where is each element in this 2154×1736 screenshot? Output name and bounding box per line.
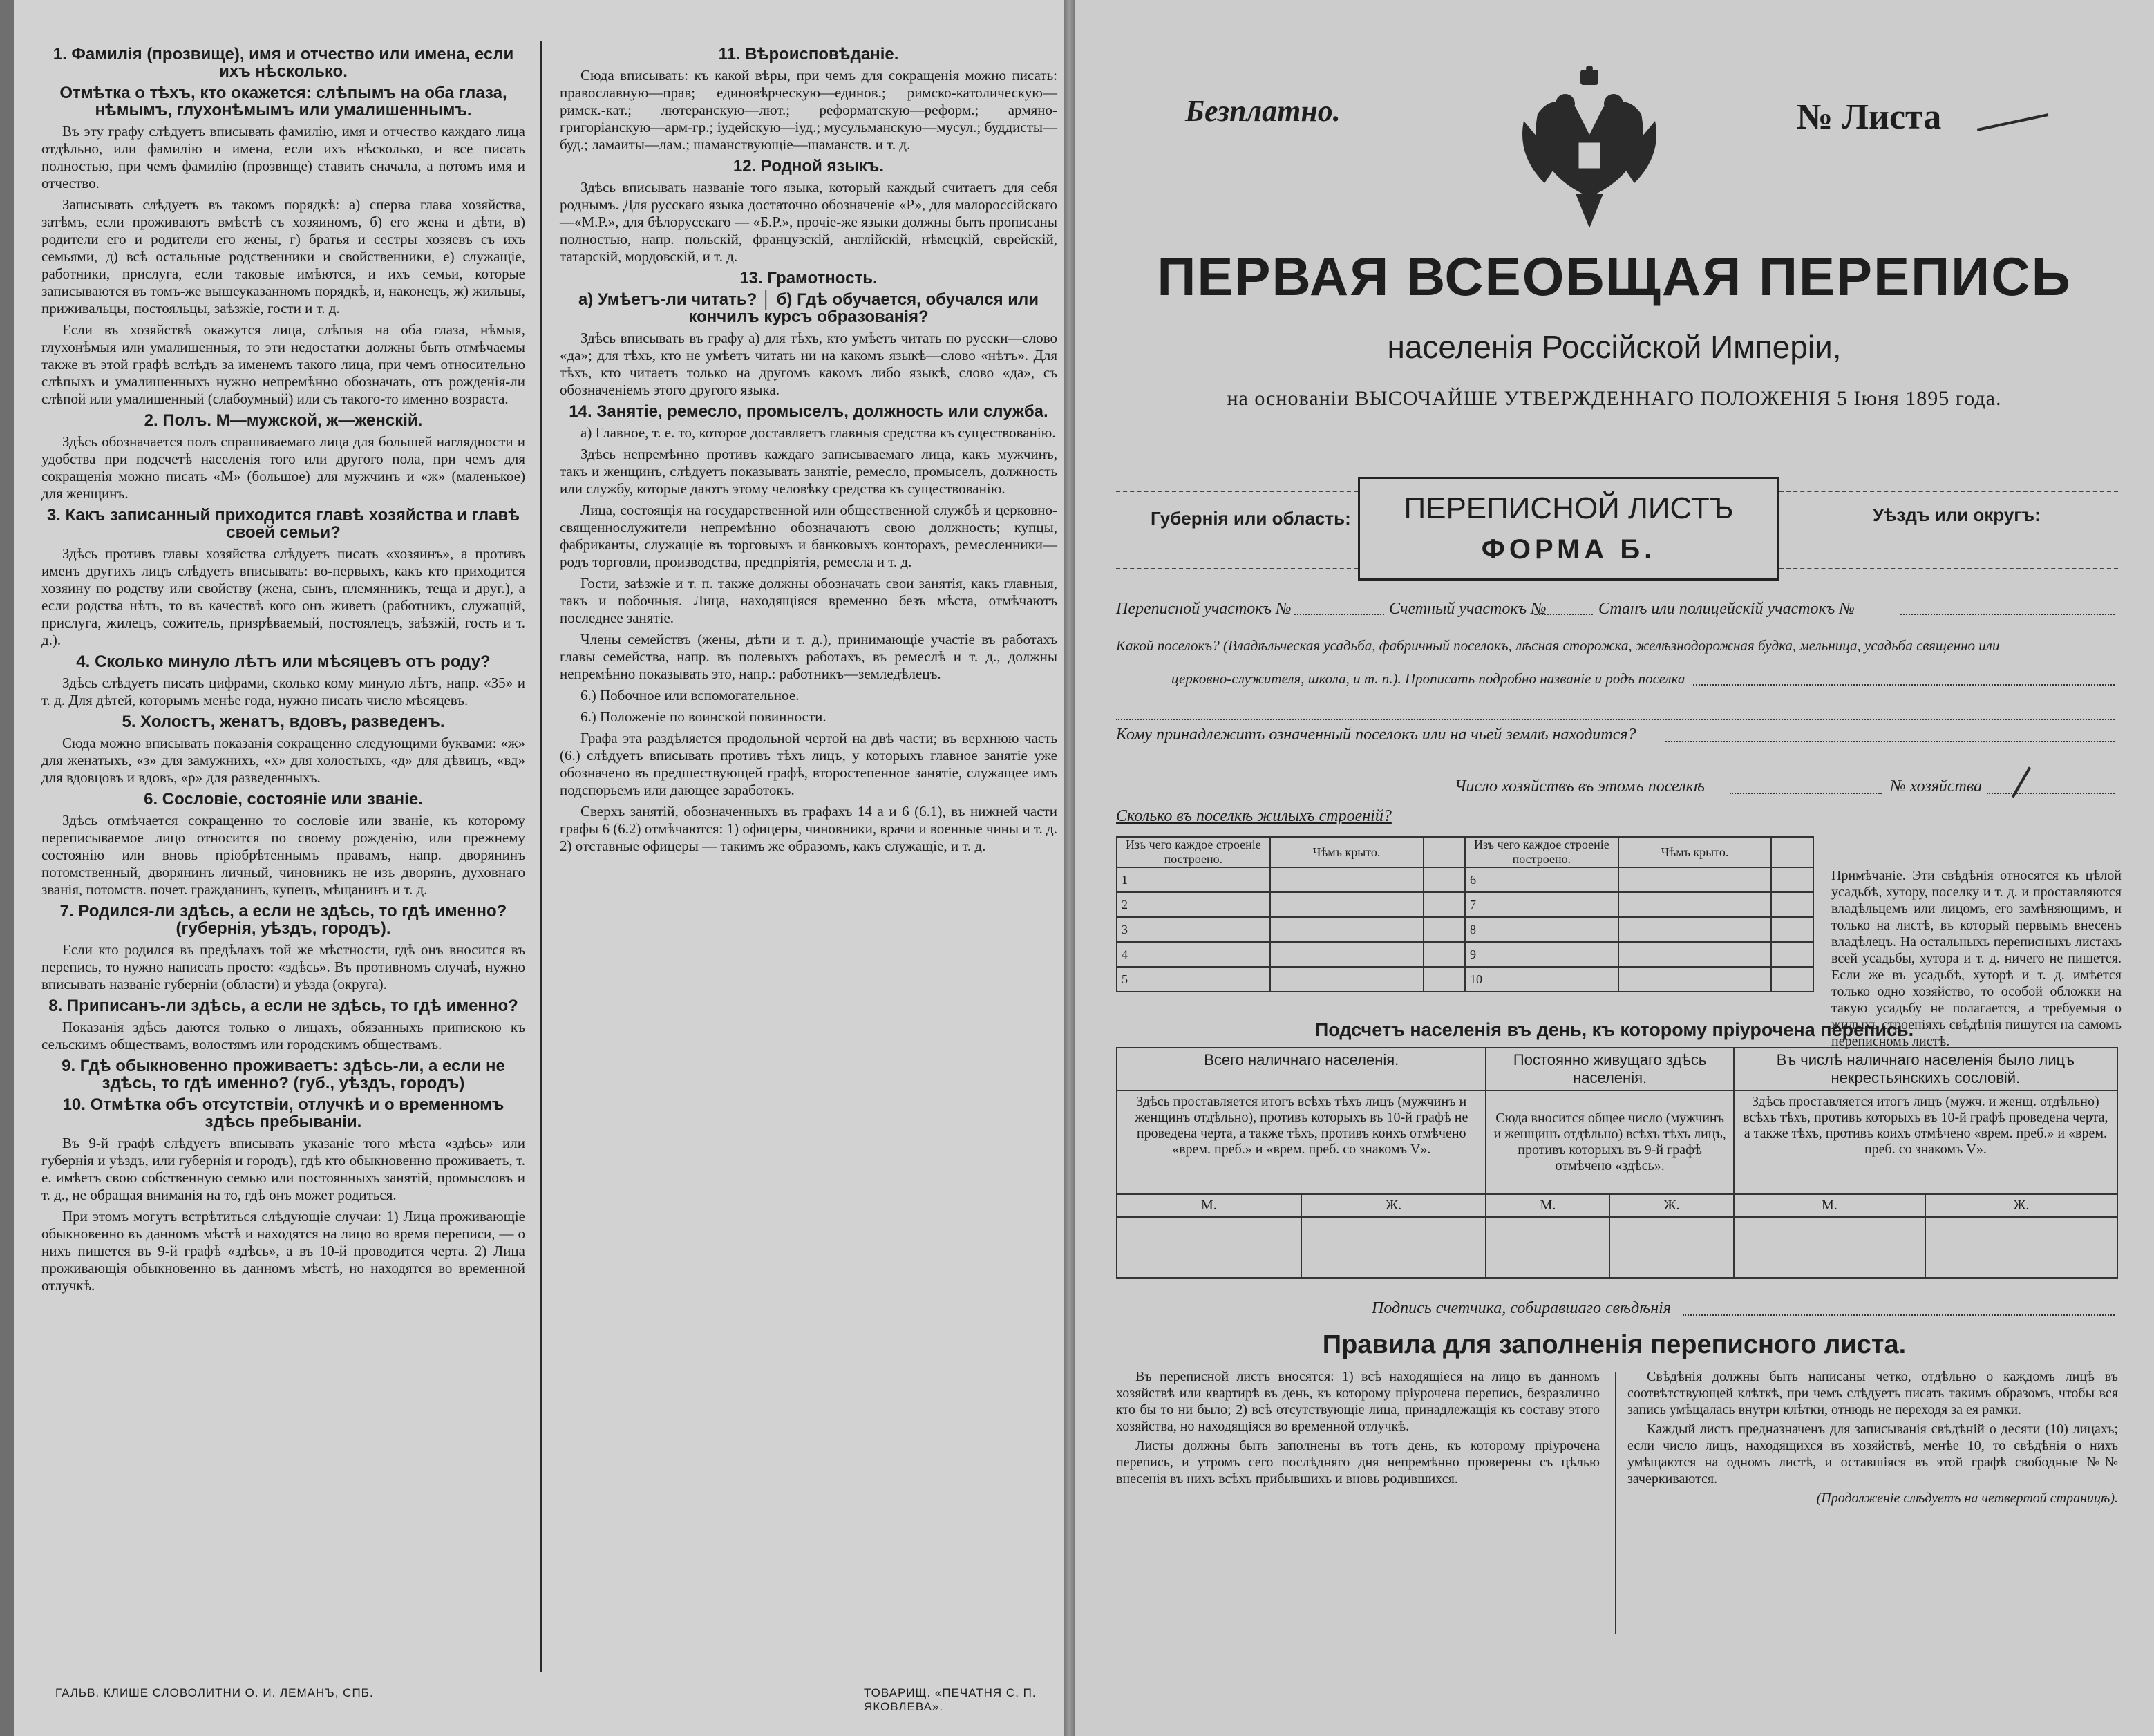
- paragraph: Здѣсь вписывать названіе того языка, который каждый считаетъ для себя роднымъ. Для русскаго языка достаточно обозначеніе «Р», для малороссійскаго—«М.Р.», для бѣлорусскаго — «Б.Р.», прочіе-же языки должны быть прописаны полностью, напр. польскій, французскій, англійскій, нѣмецкій, еврейскій, татарскій, мордовскій, и т. д.: [560, 179, 1057, 265]
- section-heading: а) Умѣетъ-ли читать? │ б) Гдѣ обучается, обучался или кончилъ курсъ образованія?: [578, 290, 1039, 326]
- paragraph: Здѣсь обозначается полъ спрашиваемаго лица для большей наглядности и удобства при подсчетѣ населенія того или другого пола, при чемъ для сокращенія можно писать «М» (большое) для мужчинъ и «ж» (маленькое) для женщинъ.: [41, 433, 525, 502]
- right-page: [1075, 0, 2154, 1736]
- free-label: Безплатно.: [1185, 94, 1341, 128]
- paragraph: 6.) Положеніе по воинской повинности.: [580, 708, 826, 725]
- paragraph: Здѣсь непремѣнно противъ каждаго записываемаго лица, какъ мужчинъ, такъ и женщинъ, слѣдуетъ показывать занятіе, ремесло, промыселъ, должность или службу, которые даютъ этому человѣку средства къ существованію.: [560, 446, 1057, 497]
- section-heading: 4. Сколько минуло лѣтъ или мѣсяцевъ отъ роду?: [76, 652, 491, 671]
- buildings-field: Сколько въ поселкѣ жилыхъ строеній?: [1116, 807, 1392, 825]
- section-heading: 14. Занятіе, ремесло, промыселъ, должность или служба.: [569, 402, 1048, 421]
- section-heading: Отмѣтка о тѣхъ, кто окажется: слѣпымъ на оба глаза, нѣмымъ, глухонѣмымъ или умалишеннымъ.: [59, 84, 507, 120]
- male-header: М.: [1117, 1194, 1301, 1217]
- paragraph: Сюда можно вписывать показанія сокращенно следующими буквами: «ж» для женатыхъ, «з» для замужнихъ, «х» для холостыхъ, «д» для дѣвицъ, «вд» для вдовцовъ и вдовъ, «р» для разведенныхъ.: [41, 735, 525, 786]
- female-header: Ж.: [1301, 1194, 1486, 1217]
- table-row: 3 8: [1117, 917, 1813, 942]
- rules-column-1: Въ переписной листъ вносятся: 1) всѣ находящіеся на лицо въ данномъ хозяйствѣ или квартирѣ въ день, къ которому пріурочена перепись, безразлично кто бы то ни было; 2) всѣ отсутствующіе лица, принадлежащія къ составу этого хозяйства, но находящіяся во временной отлучкѣ. Листы должны быть заполнены въ тотъ день, къ которому пріурочена перепись, и утромъ сего послѣдняго дня непремѣнно проверены съ цѣлью внесенія въ нихъ всѣхъ прибывшихъ и вновь родившихся.: [1116, 1369, 1600, 1487]
- census-legal-basis: на основаніи ВЫСОЧАЙШЕ УТВЕРЖДЕННАГО ПОЛОЖЕНІЯ 5 Іюня 1895 года.: [1227, 387, 2002, 410]
- paragraph: Здѣсь отмѣчается сокращенно то сословіе или званіе, къ которому перепиcываемое лицо относится по своему рожденію, или прежнему состоянію или вновь пріобрѣтеннымъ правамъ, напр. дворянинъ потомственный, дворянинъ личный, чиновникъ не изъ дворянъ, духовнаго званія, потомств. почет. гражданинъ, купецъ, мѣщанинъ и т. д.: [41, 812, 525, 898]
- page-fold: [1064, 0, 1075, 1736]
- section-heading: 2. Полъ. М—мужской, ж—женскій.: [144, 411, 423, 430]
- paragraph: Здѣсь противъ главы хозяйства слѣдуетъ писать «хозяинъ», а противъ именъ другихъ лицъ слѣдуетъ вписывать: во-первыхъ, какъ кто приходится хозяину по родству или свойству (жена, сынъ, племянникъ, теща и друг.), а если родства нѣтъ, то въ качествѣ кого онъ живетъ (работникъ, служащій, прислуга, жилецъ, сожитель, призрѣваемый, постоялецъ, заѣзжій, гость и т. д.).: [41, 545, 525, 648]
- police-area-field: Станъ или полицейскій участокъ №: [1598, 600, 1855, 618]
- district-label: Уѣздъ или округъ:: [1873, 504, 2041, 525]
- buildings-note: Примѣчаніе. Эти свѣдѣнія относятся къ цѣлой усадьбѣ, хутору, поселку и т. д. и проставляются владѣльцемъ или лицомъ, его замѣняющимъ, и только на листѣ, въ который первымъ внесенъ владѣлецъ. На остальныхъ переписныхъ листахъ всей усадьбы, хутора и т. д. ничего не пишется. Если же въ усадьбѣ, хуторѣ и т. д. имѣется только одно хозяйство, то особой обложки на такую усадьбу не полагается, а требуемыя о жилыхъ строеніяхъ свѣдѣнія пишутся на самомъ переписномъ листѣ.: [1831, 868, 2122, 1049]
- settlement-field: Какой поселокъ? (Владѣльческая усадьба, фабричный поселокъ, лѣсная сторожка, желѣзнодорожная будка, мельница, усадьба священно или: [1116, 637, 2000, 654]
- paragraph: Лица, состоящія на государственной или общественной службѣ и церковно-священнослужители непремѣнно обозначаютъ свою должность; купцы, фабриканты, служащіе въ торговыхъ и банковыхъ конторахъ, ремесленники—родъ торговли, производства, предпріятія, ремесла и т. д.: [560, 502, 1057, 570]
- pop-col-header: Въ числѣ наличнаго населенія было лицъ некрестьянскихъ сословій.: [1734, 1048, 2117, 1091]
- buildings-table: [1116, 836, 1814, 992]
- household-number-field: № хозяйства: [1890, 777, 1983, 795]
- census-subtitle: населенія Россійской Имперіи,: [1387, 329, 1842, 365]
- paragraph: Сюда вписывать: къ какой вѣры, при чемъ для сокращенія можно писать: православную—прав; единовѣрческую—единов.; римско-католическую—римск.-кат.; лютеранскую—лют.; реформатскую—реформ.; армяно-григоріанскую—арм-гр.; іудейскую—іуд.; мусульманскую—мусул.; буддисты—буд.; ламаиты—лам.; шаманствующіе—шаманств. и т. д.: [560, 67, 1057, 153]
- table-row: 1 6: [1117, 867, 1813, 892]
- paragraph: Если въ хозяйствѣ окажутся лица, слѣпыя на оба глаза, нѣмыя, глухонѣмыя или умалишенныя, то эти недостатки должны быть отмѣчаемы также въ этой графѣ вслѣдъ за именемъ такого лица, при чемъ относительно слѣпыхъ и умалишенныхъ нужно непремѣнно обозначать, отъ рожденія-ли слѣпой или умалишенный (слабоумный) или съ такого-то именно возраста.: [41, 321, 525, 407]
- section-heading: 3. Какъ записанный приходится главѣ хозяйства и главѣ своей семьи?: [46, 506, 520, 542]
- table-row: 5 10: [1117, 967, 1813, 992]
- female-header: Ж.: [1609, 1194, 1733, 1217]
- instructions-column-1: [41, 41, 525, 1299]
- count-cell[interactable]: [1925, 1217, 2117, 1278]
- pop-col-header: Всего наличнаго населенія.: [1117, 1048, 1486, 1091]
- paragraph: Показанія здѣсь даются только о лицахъ, обязанныхъ припискою къ сельскимъ обществамъ, волостямъ или городскимъ обществамъ.: [41, 1019, 525, 1053]
- section-heading: 13. Грамотность.: [739, 269, 878, 287]
- section-heading: 9. Гдѣ обыкновенно проживаетъ: здѣсь-ли, а если не здѣсь, то гдѣ именно? (губ., уѣздъ, городъ): [62, 1057, 505, 1093]
- enumerator-signature-field: Подпись счетчика, собиравшаго свѣдѣнія: [1372, 1299, 1671, 1317]
- paragraph: Здѣсь вписывать въ графу а) для тѣхъ, кто умѣетъ читать по русски—слово «да»; для тѣхъ, кто не умѣетъ читать ни на какомъ языкѣ—слово «нѣтъ». Для тѣхъ, кто читаетъ только на другомъ какомъ либо языкѣ, слово «да», съ обозначеніемъ этого другого языка.: [560, 330, 1057, 398]
- section-heading: 1. Фамилія (прозвище), имя и отчество или имена, если ихъ нѣсколько.: [53, 45, 514, 81]
- census-title: ПЕРВАЯ ВСЕОБЩАЯ ПЕРЕПИСЬ: [1157, 246, 2072, 307]
- paragraph: Здѣсь слѣдуетъ писать цифрами, сколько кому минуло лѣтъ, напр. «35» и т. д. Для дѣтей, которымъ менѣе года, нужно писать число мѣсяцевъ.: [41, 674, 525, 708]
- rules-divider: [1615, 1372, 1616, 1634]
- settlement-field-cont: церковно-служителя, школа, и т. п.). Прописать подробно названіе и родъ поселка: [1171, 670, 1685, 687]
- sheet-number-label: № Листа: [1797, 97, 1942, 137]
- instructions-column-2: [560, 41, 1057, 859]
- households-count-field: Число хозяйствъ въ этомъ поселкѣ: [1455, 777, 1705, 795]
- census-area-field: Переписной участокъ №: [1116, 600, 1292, 618]
- rules-column-2: Свѣдѣнія должны быть написаны четко, отдѣльно о каждомъ лицѣ въ соотвѣтствующей клѣткѣ, при чемъ слѣдуетъ писать такимъ образомъ, чтобы вся запись умѣщалась внутри клѣтки, отнюдь не переходя за ея рамки. Каждый листъ предназначенъ для записыванія свѣдѣній о десяти (10) лицахъ; если число лицъ, находящихся въ хозяйствѣ, менѣе 10, то свѣдѣнія о нихъ умѣщаются на одномъ листѣ, и оставшіяся въ этой графѣ свободные №№ зачеркиваются. (Продолженіе слѣдуетъ на четвертой страницѣ).: [1627, 1369, 2118, 1506]
- bld-header-roof: Чѣмъ крыто.: [1270, 837, 1424, 867]
- section-heading: 8. Приписанъ-ли здѣсь, а если не здѣсь, то гдѣ именно?: [48, 997, 518, 1015]
- count-cell[interactable]: [1117, 1217, 1301, 1278]
- paragraph: Члены семействъ (жены, дѣти и т. д.), принимающіе участіе въ работахъ главы семейства, напр. въ полевыхъ работахъ, въ ремеслѣ и т. д., должны непремѣнно показывать это, напр.: работникъ—земледѣлецъ.: [560, 631, 1057, 682]
- paragraph: Записывать слѣдуетъ въ такомъ порядкѣ: а) сперва глава хозяйства, затѣмъ, если проживаютъ вмѣстѣ съ хозяиномъ, б) его жена и дѣти, в) родители его и родители его жены, г) братья и сестры хозяевъ съ ихъ семьями, д) всѣ остальные родственники и свойственники, е) служащіе, работники, прислуга, если таковые имѣются, и ихъ семьи, которые записываются въ томъ-же вышеуказанномъ порядкѣ, и, наконецъ, ж) жильцы, приживальцы, постояльцы, заѣзжіе, гости и т. д.: [41, 196, 525, 317]
- province-label: Губернія или область:: [1151, 508, 1351, 529]
- form-title: ПЕРЕПИСНОЙ ЛИСТЪ: [1404, 491, 1734, 525]
- pop-col-description: Сюда вносится общее число (мужчинъ и женщинъ отдѣльно) всѣхъ тѣхъ лицъ, противъ которыхъ въ 9-й графѣ отмѣчено «здѣсь».: [1486, 1091, 1733, 1194]
- pop-col-description: Здѣсь проставляется итогъ лицъ (мужч. и женщ. отдѣльно) всѣхъ тѣхъ, противъ которыхъ въ 10-й графѣ проведена черта, а также тѣхъ, противъ коихъ отмѣчено «врем. преб.» и «врем. преб. со знакомъ V».: [1734, 1091, 2117, 1194]
- pop-col-description: Здѣсь проставляется итогъ всѣхъ тѣхъ лицъ (мужчинъ и женщинъ отдѣльно), противъ которыхъ въ 10-й графѣ не проведена черта, а также тѣхъ, противъ коихъ отмѣчено «врем. преб.» и «врем. преб. со знакомъ V».: [1117, 1091, 1486, 1194]
- pop-col-header: Постоянно живущаго здѣсь населенія.: [1486, 1048, 1733, 1091]
- bld-header-material: Изъ чего каждое строеніе построено.: [1465, 837, 1618, 867]
- handwritten-mark: [1977, 113, 2049, 131]
- owner-field: Кому принадлежитъ означенный поселокъ или на чьей землѣ находится?: [1116, 726, 1636, 744]
- bld-header-roof: Чѣмъ крыто.: [1618, 837, 1772, 867]
- section-heading: 6. Сословіе, состояніе или званіе.: [144, 790, 423, 809]
- section-heading: 11. Вѣроисповѣданіе.: [718, 45, 899, 64]
- rules-title: Правила для заполненія переписного листа.: [1322, 1330, 1907, 1359]
- form-title-box: [1358, 477, 1779, 581]
- paragraph: Въ 9-й графѣ слѣдуетъ вписывать указаніе того мѣста «здѣсь» или губернія и уѣздъ, или губернія и городъ), гдѣ кто обыкновенно проживаетъ, т. е. имѣетъ свою собственную семью или постоянныхъ занятій, промысловъ и т. д., не обращая вниманія на то, гдѣ онъ может родиться.: [41, 1135, 525, 1203]
- form-subtitle: ФОРМА Б.: [1481, 534, 1656, 565]
- count-area-field: Счетный участокъ №: [1389, 600, 1547, 618]
- paragraph: Если кто родился въ предѣлахъ той же мѣстности, гдѣ онъ вносится въ перепись, то нужно написать просто: «здѣсь». Въ противномъ случаѣ, нужно вписывать названіе губерніи (области) и уѣзда (округа).: [41, 941, 525, 992]
- table-row: 4 9: [1117, 942, 1813, 967]
- printer-credit-right: ТОВАРИЩ. «ПЕЧАТНЯ С. П. ЯКОВЛЕВА».: [864, 1686, 1037, 1713]
- section-heading: 5. Холостъ, женатъ, вдовъ, разведенъ.: [122, 713, 445, 731]
- male-header: М.: [1734, 1194, 1925, 1217]
- count-cell[interactable]: [1301, 1217, 1486, 1278]
- table-row: 2 7: [1117, 892, 1813, 917]
- column-divider: [540, 41, 542, 1672]
- count-cell[interactable]: [1734, 1217, 1925, 1278]
- bld-header-material: Изъ чего каждое строеніе построено.: [1117, 837, 1270, 867]
- paragraph: Графа эта раздѣляется продольной чертой на двѣ части; въ верхнюю часть (6.) слѣдуетъ вписывать противъ тѣхъ лицъ, у которыхъ главное занятіе уже обозначено въ предшествующей графѣ, второстепенное занятіе, служащее имъ подспорьемъ или дающее заработокъ.: [560, 730, 1057, 798]
- section-heading: 10. Отмѣтка объ отсутствіи, отлучкѣ и о временномъ здѣсь пребываніи.: [62, 1095, 504, 1131]
- paragraph: а) Главное, т. е. то, которое доставляетъ главныя средства къ существованію.: [580, 424, 1056, 441]
- paragraph: Гости, заѣзжіе и т. п. также должны обозначать свои занятія, какъ главныя, такъ и побочныя. Лица, находящіяся временно безъ мѣста, отмѣчаютъ последнее занятіе.: [560, 575, 1057, 626]
- paragraph: При этомъ могутъ встрѣтиться слѣдующіе случаи: 1) Лица проживающіе обыкновенно въ данномъ мѣстѣ и находятся на лицо во время переписи, — о нихъ пишется въ 9-й графѣ «здѣсь», а въ 10-й проводится черта. 2) Лица проживающія обыкновенно въ данномъ мѣстѣ, но находятся во временной отлучкѣ.: [41, 1208, 525, 1294]
- form-header-row: [1116, 477, 2118, 581]
- left-page: [14, 0, 1078, 1736]
- paragraph: 6.) Побочное или вспомогательное.: [580, 687, 800, 704]
- paragraph: Въ эту графу слѣдуетъ вписывать фамилію, имя и отчество каждаго лица отдѣльно, или фамилію и имена, если ихъ нѣсколько, и все писать полностью, при чемъ фамилію (прозвище) ставить сначала, а потомъ имя и отчество.: [41, 123, 525, 191]
- section-heading: 7. Родился-ли здѣсь, а если не здѣсь, то гдѣ именно? (губернія, уѣздъ, городъ).: [59, 902, 507, 938]
- count-cell[interactable]: [1486, 1217, 1609, 1278]
- population-count-table: [1116, 1047, 2118, 1279]
- female-header: Ж.: [1925, 1194, 2117, 1217]
- male-header: М.: [1486, 1194, 1609, 1217]
- paragraph: Сверхъ занятій, обозначенныхъ въ графахъ 14 а и 6 (6.1), въ нижней части графы 6 (6.2) отмѣчаются: 1) офицеры, чиновники, врачи и военные чины и т. д. 2) отставные офицеры — такимъ же образомъ, какъ служащіе, и т. д.: [560, 803, 1057, 854]
- printer-credit-left: ГАЛЬВ. КЛИШЕ СЛОВОЛИТНИ О. И. ЛЕМАНЪ, СПБ.: [55, 1686, 374, 1699]
- double-headed-eagle-emblem: [1517, 66, 1662, 232]
- section-heading: 12. Родной языкъ.: [733, 157, 885, 176]
- population-count-heading: Подсчетъ населенія въ день, къ которому пріурочена перепись.: [1314, 1019, 1914, 1040]
- count-cell[interactable]: [1609, 1217, 1733, 1278]
